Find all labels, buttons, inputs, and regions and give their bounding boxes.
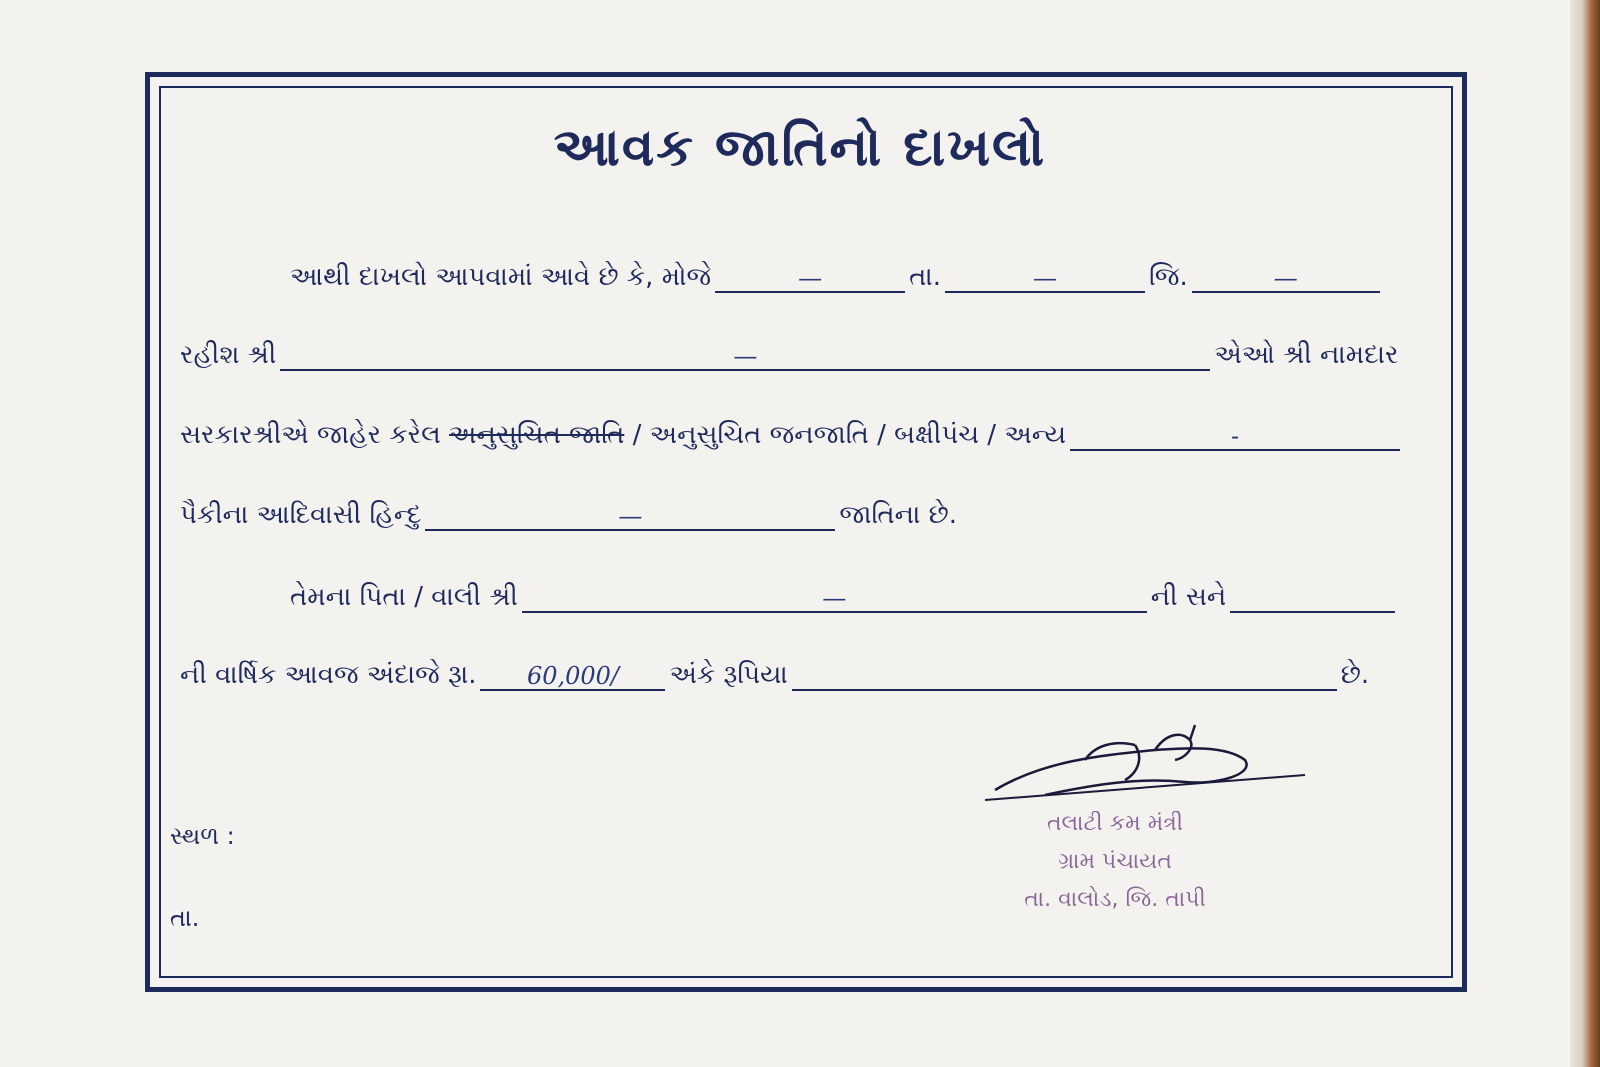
taluka-label: તા. xyxy=(909,262,942,292)
line6-suffix: છે. xyxy=(1340,660,1370,690)
village-field: — xyxy=(715,265,905,293)
struck-category: અનુસુચિત જાતિ xyxy=(449,420,625,450)
line1-prefix: આથી દાખલો આપવામાં આવે છે કે, મોજે xyxy=(290,262,712,292)
line5-suffix: ની સને xyxy=(1150,582,1227,612)
line4-prefix: પૈકીના આદિવાસી હિન્દુ xyxy=(180,500,422,530)
stamp-line-2: ગ્રામ પંચાયત xyxy=(1058,849,1172,874)
stamp-line-3: તા. વાલોડ, જિ. તાપી xyxy=(1024,887,1206,912)
district-field: — xyxy=(1192,265,1380,293)
line3-prefix: સરકારશ્રીએ જાહેર કરેલ xyxy=(180,420,441,450)
place-label: સ્થળ : xyxy=(170,822,235,850)
income-words-field xyxy=(792,663,1337,691)
line-income xyxy=(180,660,1369,691)
line-resident xyxy=(180,340,1398,371)
line-caste xyxy=(180,500,957,531)
year-field xyxy=(1230,585,1395,613)
resident-name-field: — xyxy=(280,343,1210,371)
line4-suffix: જાતિના છે. xyxy=(839,500,958,530)
income-amount-field: 60,000/ xyxy=(480,663,665,691)
other-category-field: - xyxy=(1070,423,1400,451)
line-category xyxy=(180,420,1404,451)
office-stamp xyxy=(940,805,1290,919)
line2-suffix: એઓ શ્રી નામદાર xyxy=(1214,340,1399,370)
district-label: જિ. xyxy=(1149,262,1188,292)
line2-prefix: રહીશ શ્રી xyxy=(180,340,277,370)
line6-prefix: ની વાર્ષિક આવજ અંદાજે રૂા. xyxy=(180,660,477,690)
caste-field: — xyxy=(425,503,835,531)
words-label: અંકે રૂપિયા xyxy=(669,660,788,690)
guardian-field: — xyxy=(522,585,1147,613)
stamp-line-1: તલાટી કમ મંત્રી xyxy=(1046,811,1184,836)
certificate-title: આવક જાતિનો દાખલો xyxy=(553,118,1047,178)
line-guardian xyxy=(290,582,1399,613)
date-label: તા. xyxy=(170,904,200,932)
line5-prefix: તેમના પિતા / વાલી શ્રી xyxy=(290,582,518,612)
taluka-field: — xyxy=(945,265,1145,293)
category-options: / અનુસુચિત જનજાતિ / બક્ષીપંચ / અન્ય xyxy=(632,420,1067,450)
line-village xyxy=(290,262,1384,293)
